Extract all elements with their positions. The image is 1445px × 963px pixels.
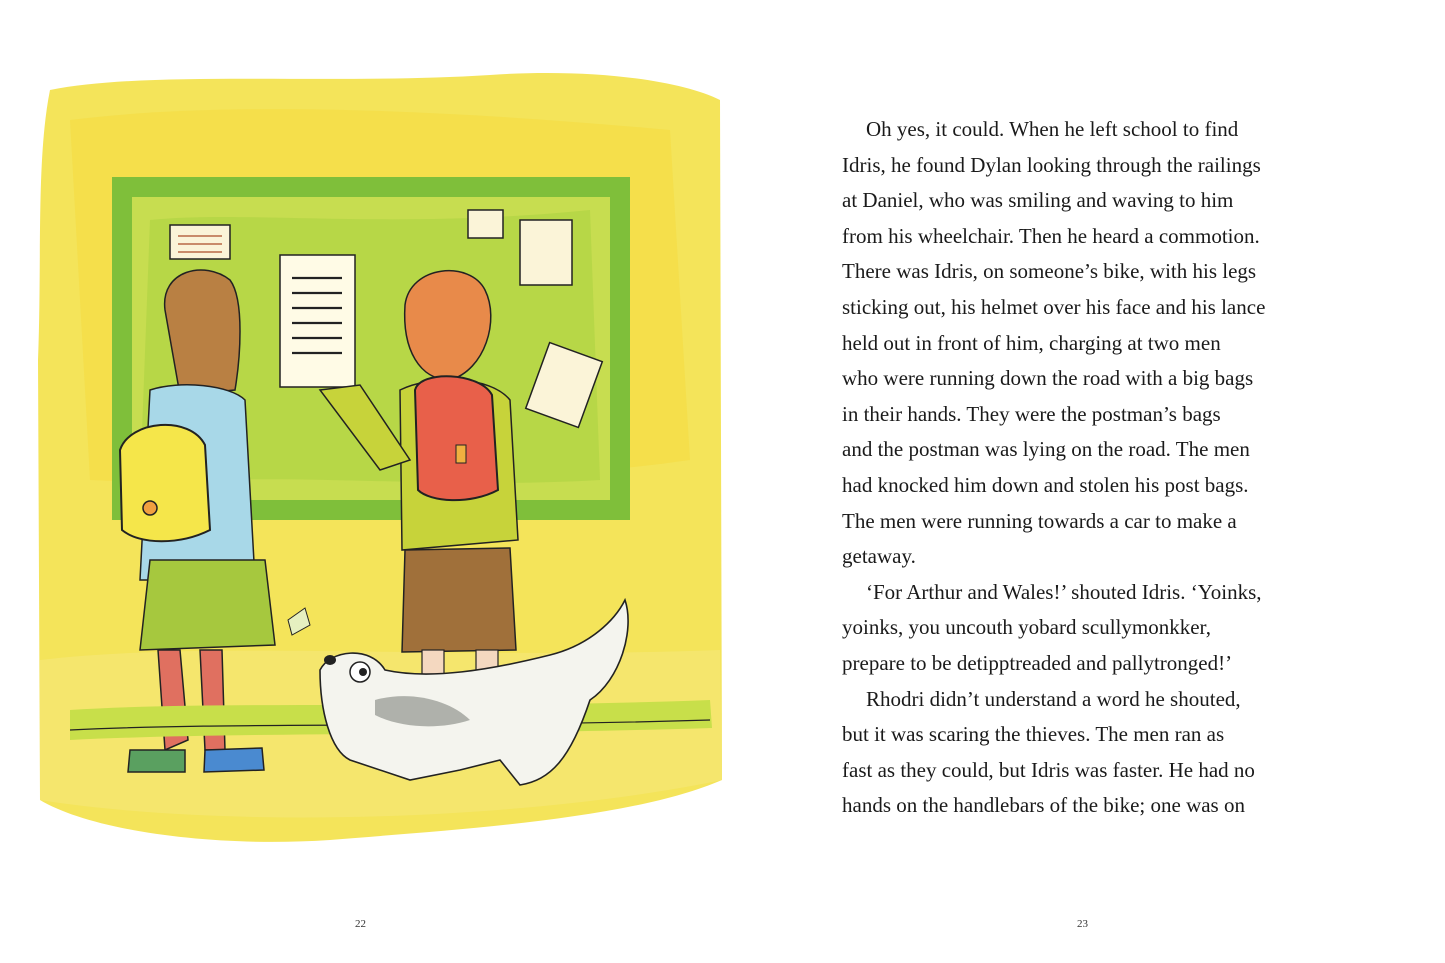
text-line: at Daniel, who was smiling and waving to him xyxy=(842,188,1234,213)
text-line: had knocked him down and stolen his post bags. xyxy=(842,472,1249,497)
text-line: in their hands. They were the postman’s bags xyxy=(842,401,1221,426)
text-line: yoinks, you uncouth yobard scullymonkker, xyxy=(842,615,1211,640)
text-line: Idris, he found Dylan looking through the railings xyxy=(842,152,1261,177)
paragraph-3 xyxy=(842,682,1362,824)
text-line: prepare to be detipptreaded and pallytronged!’ xyxy=(842,650,1233,675)
page-number-left: 22 xyxy=(355,918,366,930)
text-line: sticking out, his helmet over his face and his lance xyxy=(842,294,1266,319)
page-number-right: 23 xyxy=(1077,918,1088,930)
left-page xyxy=(0,0,722,963)
text-line: and the postman was lying on the road. The men xyxy=(842,437,1250,462)
text-line: getaway. xyxy=(842,544,916,569)
text-line: hands on the handlebars of the bike; one was on xyxy=(842,793,1245,818)
text-line: fast as they could, but Idris was faster. He had no xyxy=(842,757,1255,782)
story-text xyxy=(842,112,1362,824)
text-line: The men were running towards a car to make a xyxy=(842,508,1237,533)
text-line: from his wheelchair. Then he heard a commotion. xyxy=(842,223,1260,248)
text-line: held out in front of him, charging at two men xyxy=(842,330,1221,355)
notice-board-illustration xyxy=(30,60,727,850)
right-page xyxy=(722,0,1445,963)
text-line: Oh yes, it could. When he left school to find xyxy=(866,117,1239,141)
text-line: but it was scaring the thieves. The men ran as xyxy=(842,722,1225,747)
paragraph-2 xyxy=(842,575,1362,682)
text-line: There was Idris, on someone’s bike, with his legs xyxy=(842,259,1257,284)
paragraph-1 xyxy=(842,112,1362,575)
text-line: Rhodri didn’t understand a word he shouted, xyxy=(866,686,1241,711)
text-line: ‘For Arthur and Wales!’ shouted Idris. ‘Yoinks, xyxy=(866,579,1262,604)
text-line: who were running down the road with a big bags xyxy=(842,366,1254,391)
